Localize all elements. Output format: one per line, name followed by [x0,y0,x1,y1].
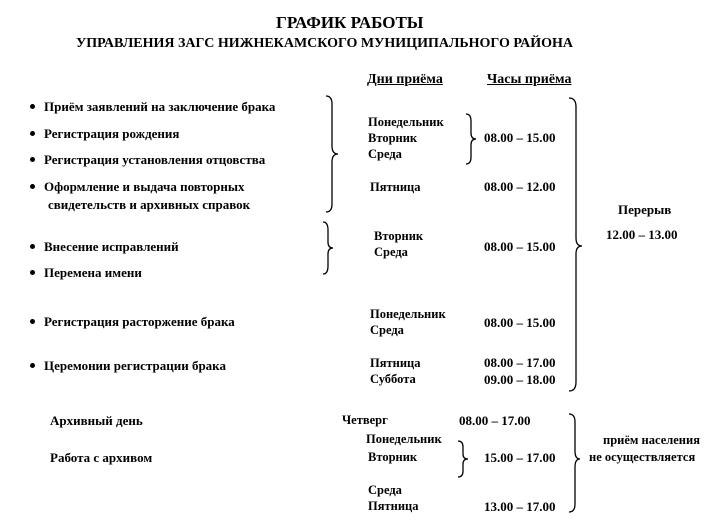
service-divorce: Регистрация расторжение брака [44,314,235,329]
archive-day-hours: 08.00 – 17.00 [459,413,531,428]
day-wednesday: Среда [368,147,402,161]
service-name-change: Перемена имени [44,265,142,280]
brace-services-group2 [323,222,333,274]
archive-work-day: Вторник [368,450,418,464]
service-paternity: Регистрация установления отцовства [44,152,266,167]
archive-work-day: Понедельник [366,432,442,446]
service-wedding-ceremonies: Церемонии регистрации брака [44,358,226,373]
archive-work-hours: 15.00 – 17.00 [484,450,556,465]
hours-value: 09.00 – 18.00 [484,372,556,387]
archive-work-day: Пятница [368,499,419,513]
service-repeat-certificates: Оформление и выдача повторных [44,179,245,194]
day-monday: Понедельник [370,307,446,321]
day-friday: Пятница [370,180,421,194]
bullet [30,131,35,136]
break-label: Перерыв [618,202,672,217]
archive-work-label: Работа с архивом [50,450,153,465]
day-friday: Пятница [370,356,421,370]
service-marriage-application: Приём заявлений на заключение брака [44,99,276,114]
brace-break [569,98,582,391]
brace-services-group1 [326,96,338,212]
page-title: ГРАФИК РАБОТЫ [276,13,424,32]
bullet [30,363,35,368]
no-reception-line1: приём населения [603,433,700,447]
no-reception-line2: не осуществляется [589,450,696,464]
hours-value: 08.00 – 15.00 [484,130,556,145]
bullet [30,104,35,109]
day-monday: Понедельник [368,115,444,129]
service-repeat-certificates-line2: свидетельств и архивных справок [48,197,251,212]
bullet [30,319,35,324]
bullet [30,244,35,249]
hours-value: 08.00 – 15.00 [484,315,556,330]
day-saturday: Суббота [370,372,416,386]
bullet [30,270,35,275]
archive-work-day: Среда [368,483,402,497]
hours-value: 08.00 – 12.00 [484,179,556,194]
day-tuesday: Вторник [374,229,424,243]
day-tuesday: Вторник [368,131,418,145]
archive-work-hours: 13.00 – 17.00 [484,499,556,514]
day-wednesday: Среда [374,245,408,259]
header-days: Дни приёма [367,72,443,87]
hours-value: 08.00 – 17.00 [484,355,556,370]
header-hours: Часы приёма [487,72,572,87]
hours-value: 08.00 – 15.00 [484,239,556,254]
service-birth-registration: Регистрация рождения [44,126,180,141]
break-time: 12.00 – 13.00 [606,227,678,242]
archive-day-thursday: Четверг [342,413,388,427]
day-wednesday: Среда [370,323,404,337]
page-subtitle: УПРАВЛЕНИЯ ЗАГС НИЖНЕКАМСКОГО МУНИЦИПАЛЬНОГО РАЙОНА [76,36,574,51]
brace-days-group1 [466,114,476,164]
brace-no-reception [569,414,580,512]
brace-archive-days [458,441,468,477]
service-corrections: Внесение исправлений [44,239,179,254]
archive-day-label: Архивный день [50,413,143,428]
bullet [30,184,35,189]
bullet [30,157,35,162]
